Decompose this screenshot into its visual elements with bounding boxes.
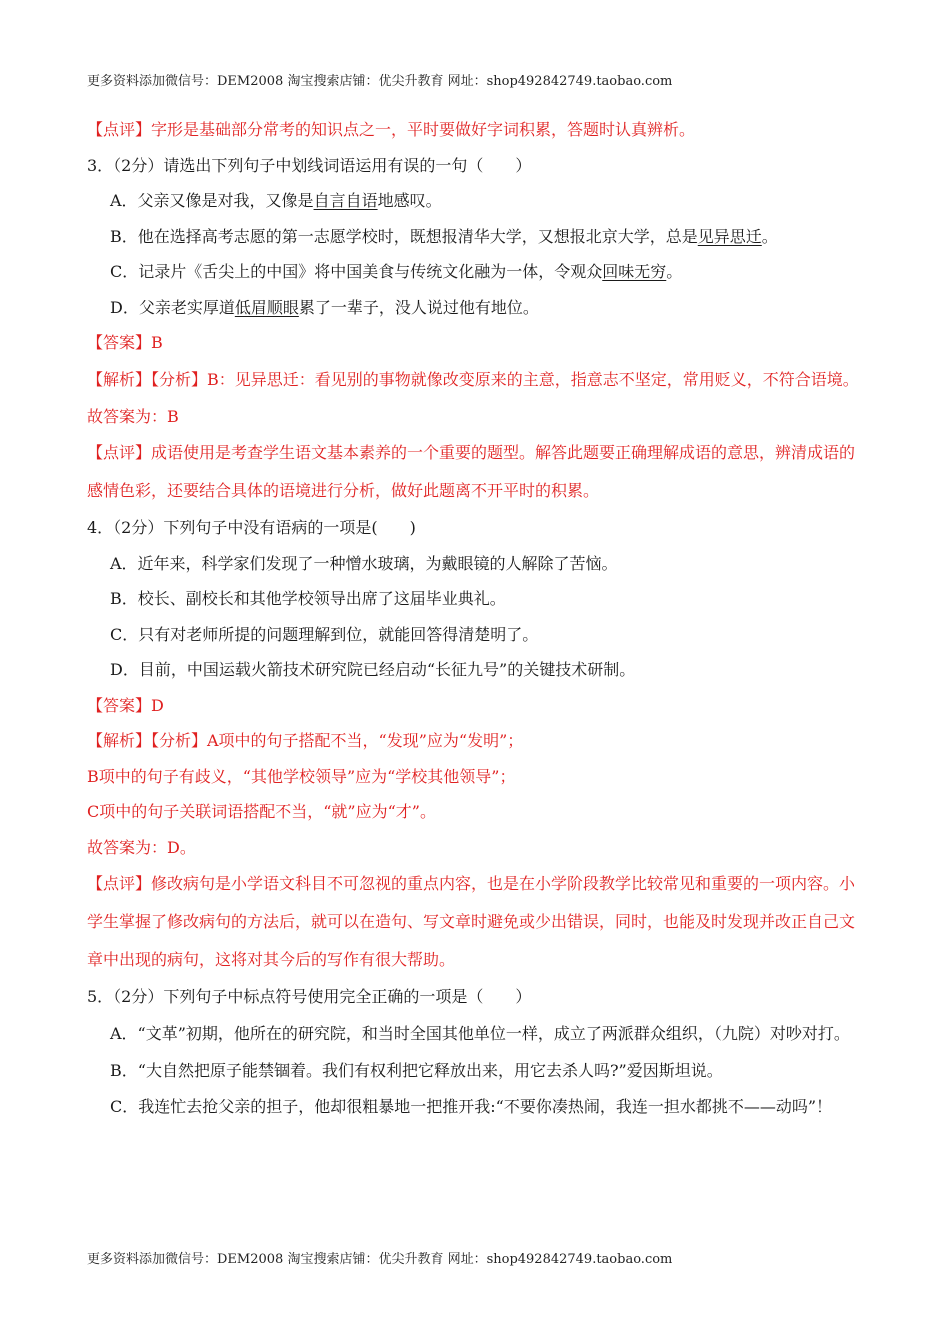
q4-option-a: A．近年来，科学家们发现了一种憎水玻璃，为戴眼镜的人解除了苦恼。 — [110, 553, 618, 573]
q4-option-b: B．校长、副校长和其他学校领导出席了这届毕业典礼。 — [110, 589, 506, 608]
q4-analysis-3: C项中的句子关联词语搭配不当，“就”应为“才”。 — [87, 802, 436, 821]
q3-stem: 3．（2分）请选出下列句子中划线词语运用有误的一句（ ） — [87, 155, 532, 175]
q4-option-d: D．目前，中国运载火箭技术研究院已经启动“长征九号”的关键技术研制。 — [110, 660, 636, 679]
q3-comment: 【点评】成语使用是考查学生语文基本素养的一个重要的题型。解答此题要正确理解成语的意思，辨清成语的感情色彩，还要结合具体的语境进行分析，做好此题离不开平时的积累。 — [87, 443, 856, 500]
q5-option-a: A．“文革”初期，他所在的研究院，和当时全国其他单位一样，成立了两派群众组织，（九院）对吵对打。 — [110, 1023, 850, 1043]
q3-option-a: A．父亲又像是对我，又像是自言自语地感叹。 — [110, 191, 442, 210]
q3-option-c: C．记录片《舌尖上的中国》将中国美食与传统文化融为一体，令观众回味无穷。 — [110, 262, 683, 281]
page-content — [87, 112, 862, 1126]
underlined-phrase: 回味无穷 — [602, 262, 667, 281]
q4-analysis-1: 【解析】【分析】A项中的句子搭配不当，“发现”应为“发明”； — [87, 731, 524, 750]
q4-stem: 4．（2分）下列句子中没有语病的一项是( ) — [87, 518, 416, 537]
underlined-phrase: 自言自语 — [313, 191, 378, 210]
q4-comment: 【点评】修改病句是小学语文科目不可忽视的重点内容，也是在小学阶段教学比较常见和重要的一项内容。小学生掌握了修改病句的方法后，就可以在造句、写文章时避免或少出错误，同时，也能及时发现并改正自己文章中出现的病句，这将对其今后的写作有很大帮助。 — [87, 874, 856, 969]
q3-option-d: D．父亲老实厚道低眉顺眼累了一辈子，没人说过他有地位。 — [110, 297, 539, 317]
page-header: 更多资料添加微信号：DEM2008 淘宝搜索店铺：优尖升教育 网址：shop492842749.taobao.com — [87, 74, 673, 89]
top-comment: 【点评】字形是基础部分常考的知识点之一，平时要做好字词积累，答题时认真辨析。 — [87, 120, 696, 139]
q5-option-c: C．我连忙去抢父亲的担子，他却很粗暴地一把推开我:“不要你凑热闹，我连一担水都挑不——动吗”！ — [110, 1097, 832, 1116]
q3-answer: 【答案】B — [87, 333, 163, 352]
underlined-phrase: 见异思迁 — [697, 226, 762, 246]
q3-option-b: B．他在选择高考志愿的第一志愿学校时，既想报清华大学，又想报北京大学，总是见异思迁。 — [110, 226, 778, 246]
q4-answer: 【答案】D — [87, 695, 164, 715]
underlined-phrase: 低眉顺眼 — [234, 297, 299, 317]
q4-conclusion: 故答案为：D。 — [87, 837, 196, 857]
q3-conclusion: 故答案为：B — [87, 406, 179, 426]
q4-analysis-2: B项中的句子有歧义，“其他学校领导”应为“学校其他领导”； — [87, 766, 516, 786]
q5-stem: 5．（2分）下列句子中标点符号使用完全正确的一项是（ ） — [87, 987, 532, 1006]
q4-option-c: C．只有对老师所提的问题理解到位，就能回答得清楚明了。 — [110, 624, 539, 644]
page-footer: 更多资料添加微信号：DEM2008 淘宝搜索店铺：优尖升教育 网址：shop492842749.taobao.com — [87, 1252, 673, 1267]
q5-option-b: B．“大自然把原子能禁锢着。我们有权利把它释放出来，用它去杀人吗?”爱因斯坦说。 — [110, 1060, 723, 1080]
q3-analysis: 【解析】【分析】B：见异思迁：看见别的事物就像改变原来的主意，指意志不坚定，常用贬义，不符合语境。 — [87, 369, 859, 389]
